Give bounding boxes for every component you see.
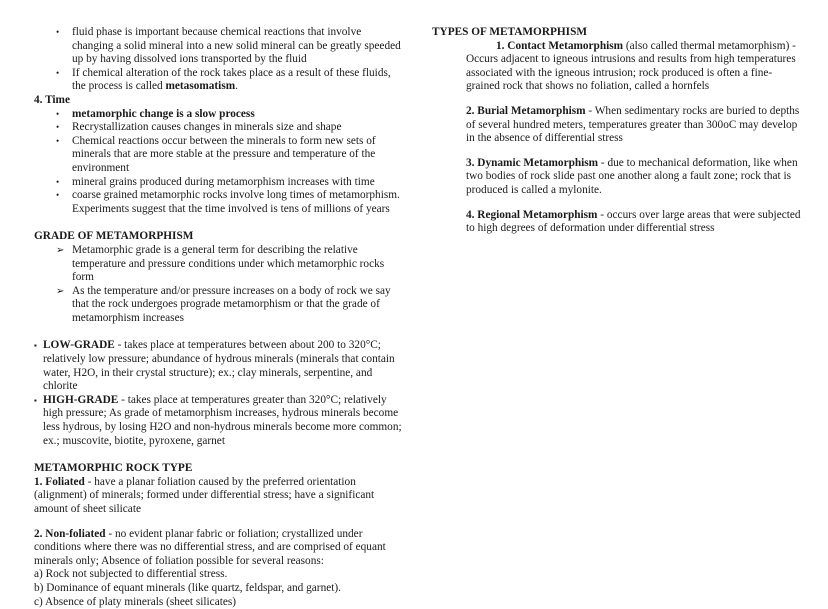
list-item-text: If chemical alteration of the rock takes place as a result of these fluids, the process is called xyxy=(72,66,391,93)
time-bullet-list xyxy=(34,108,402,217)
list-item-text: mineral grains produced during metamorphism increases with time xyxy=(72,175,375,188)
arrow-bullet-icon: ➢ xyxy=(56,285,65,297)
bullet-icon: • xyxy=(56,27,60,37)
dynamic-metamorphism-paragraph xyxy=(432,157,804,198)
grade-bullet-list xyxy=(34,244,402,326)
nonfoliated-text: - no evident planar fabric or foliation; crystallized under conditions where there was no differential stress, and are comprised of equant minerals only; Absence of foliation possible for several reasons: xyxy=(34,527,386,567)
list-item-text: Chemical reactions occur between the minerals to form new sets of minerals that are more stable at the pressure and temperature of the environment xyxy=(72,134,376,174)
list-item-text: metamorphic change is a slow process xyxy=(72,107,255,120)
bullet-icon: • xyxy=(56,67,60,78)
low-grade-paragraph xyxy=(34,339,402,393)
list-item xyxy=(34,135,402,176)
list-item xyxy=(34,244,402,285)
bullet-icon: • xyxy=(56,190,60,201)
regional-metamorphism-paragraph xyxy=(432,209,804,236)
nonfoliated-paragraph xyxy=(34,528,402,569)
term-metasomatism: metasomatism xyxy=(165,80,236,93)
spacer xyxy=(432,146,804,157)
list-item xyxy=(34,108,402,122)
foliated-text: - have a planar foliation caused by the preferred orientation (alignment) of minerals; formed under differential stress; have a significant amount of sheet silicate xyxy=(34,475,375,515)
spacer xyxy=(432,94,804,105)
spacer xyxy=(34,448,402,462)
fluid-phase-bullet-list xyxy=(34,26,402,94)
reason-item-c: c) Absence of platy minerals (sheet silicates) xyxy=(34,595,237,608)
arrow-bullet-icon: ➢ xyxy=(56,244,65,256)
section-heading-metamorphic-rock-type: METAMORPHIC ROCK TYPE xyxy=(34,462,193,475)
square-bullet-icon: ▪ xyxy=(34,341,37,351)
right-column xyxy=(432,26,804,236)
list-item-text: As the temperature and/or pressure increases on a body of rock we say that the rock undergoes prograde metamorphism or that the grade of metamorphism increases xyxy=(72,284,391,324)
dynamic-metamorphism-text: - due to mechanical deformation, like when two bodies of rock slide past one another along a fault zone; rock that is produced is called a mylonite. xyxy=(466,156,798,196)
dynamic-metamorphism-label: 3. Dynamic Metamorphism xyxy=(466,156,599,169)
section-heading-time: 4. Time xyxy=(34,93,70,106)
bullet-icon: • xyxy=(56,135,60,146)
regional-metamorphism-text: - occurs over large areas that were subjected to high degrees of deformation under differential stress xyxy=(466,208,801,235)
bullet-icon: • xyxy=(56,108,60,119)
list-item xyxy=(34,121,402,135)
high-grade-text: - takes place at temperatures greater than 320°C; relatively high pressure; As grade of metamorphism increases, hydrous minerals become less hydrous, by losing H2O and non-hydrous minerals become more common; ex.; muscovite, biotite, pyroxene, garnet xyxy=(43,393,402,447)
burial-metamorphism-text: - When sedimentary rocks are buried to depths of several hundred meters, temperatures greater than 300oC may develop in the absence of differential stress xyxy=(466,104,800,145)
foliated-paragraph xyxy=(34,476,402,517)
bullet-icon: • xyxy=(56,122,60,133)
list-item xyxy=(34,189,402,216)
spacer xyxy=(432,198,804,209)
list-item-text-tail: . xyxy=(235,80,238,93)
foliated-label: 1. Foliated xyxy=(34,475,85,488)
high-grade-paragraph xyxy=(34,394,402,448)
contact-metamorphism-label: 1. Contact Metamorphism xyxy=(496,39,624,52)
bullet-icon: • xyxy=(56,176,60,187)
list-item xyxy=(34,67,402,94)
spacer xyxy=(34,517,402,528)
square-bullet-icon: ▪ xyxy=(34,395,37,405)
list-item-text: Recrystallization causes changes in minerals size and shape xyxy=(72,121,342,134)
list-item-text: fluid phase is important because chemical reactions that involve changing a solid mineral into a new solid mineral can be greatly speeded up by having dissolved ions transported by the fluid xyxy=(72,26,401,66)
contact-metamorphism-text: (also called thermal metamorphism) - Occurs adjacent to igneous intrusions and results from high temperatures associated with the igneous intrusion; rock produced is often a fine-grained rock that shows no foliation, called a hornfels xyxy=(466,39,796,93)
burial-metamorphism-label: 2. Burial Metamorphism xyxy=(466,104,586,117)
nonfoliated-label: 2. Non-foliated xyxy=(34,527,106,540)
contact-metamorphism-paragraph xyxy=(432,40,804,94)
reason-item-a: a) Rock not subjected to differential stress. xyxy=(34,568,228,581)
list-item xyxy=(34,176,402,190)
high-grade-label: HIGH-GRADE xyxy=(43,393,119,406)
low-grade-text: - takes place at temperatures between about 200 to 320°C; relatively low pressure; abundance of hydrous minerals (minerals that contain water, H2O, in their crystal structure); ex.; clay minerals, serpentine, and chlorite xyxy=(43,339,395,393)
regional-metamorphism-label: 4. Regional Metamorphism xyxy=(466,208,598,221)
list-item xyxy=(34,26,402,67)
section-heading-types-of-metamorphism: TYPES OF METAMORPHISM xyxy=(432,26,588,38)
left-column xyxy=(34,26,402,609)
list-item-text: coarse grained metamorphic rocks involve long times of metamorphism. Experiments suggest that the time involved is tens of millions of years xyxy=(72,189,400,215)
reason-item-b: b) Dominance of equant minerals (like quartz, feldspar, and garnet). xyxy=(34,581,341,594)
list-item-text: Metamorphic grade is a general term for describing the relative temperature and pressure conditions under which metamorphic rocks form xyxy=(72,243,385,284)
low-grade-label: LOW-GRADE xyxy=(43,339,115,352)
burial-metamorphism-paragraph xyxy=(432,105,804,146)
spacer xyxy=(34,325,402,339)
section-heading-grade-of-metamorphism: GRADE OF METAMORPHISM xyxy=(34,230,194,243)
list-item xyxy=(34,285,402,326)
spacer xyxy=(34,216,402,230)
